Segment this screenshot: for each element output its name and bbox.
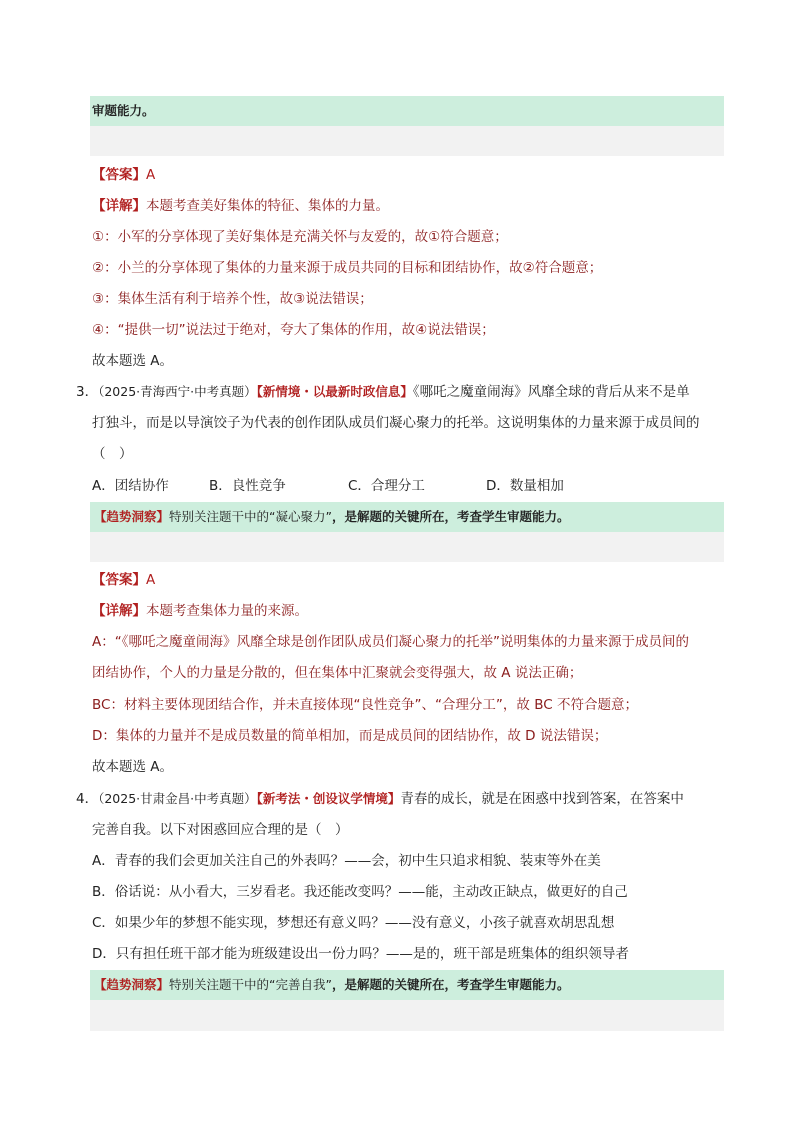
trend-text-b: ，是解题的关键所在，考查学生审题能力。: [331, 509, 570, 524]
q3-option-c[interactable]: C．合理分工: [348, 478, 425, 494]
answer-value: A: [146, 572, 156, 588]
q3-stem-line1: [76, 382, 690, 402]
q3-trend: [94, 507, 570, 527]
q4-stem-line2: 完善自我。以下对困惑回应合理的是（ ）: [92, 822, 349, 838]
q3-options: [92, 476, 564, 496]
trend-text-a: 特别关注题干中的: [169, 977, 270, 992]
q4-option-b[interactable]: B．俗话说：从小看大，三岁看老。我还能改变吗？——能，主动改正缺点，做更好的自己: [92, 884, 628, 900]
detail-tag: 【详解】: [92, 198, 146, 214]
q4-trend: [94, 975, 570, 995]
q2-point-3: ③：集体生活有利于培养个性，故③说法错误；: [92, 291, 373, 307]
trend-text-a: 特别关注题干中的: [169, 509, 270, 524]
q2-point-2: ②：小兰的分享体现了集体的力量来源于成员共同的目标和团结协作，故②符合题意；: [92, 260, 603, 276]
answer-tag: 【答案】: [92, 572, 146, 588]
q4-number: 4．: [76, 791, 99, 807]
q3-option-b[interactable]: B．良性竞争: [209, 478, 286, 494]
q4-stem-line1: [76, 789, 684, 809]
q4-option-a[interactable]: A．青春的我们会更加关注自己的外表吗？——会，初中生只追求相貌、装束等外在美: [92, 853, 601, 869]
q2-detail: [92, 196, 389, 216]
q3-point-1: A：“《哪吒之魔童闹海》风靡全球是创作团队成员们凝心聚力的托举”说明集体的力量来源于成员间的: [92, 634, 689, 650]
q3-tag: 【新情境・以最新时政信息】: [256, 384, 413, 399]
q3-option-a[interactable]: A．团结协作: [92, 478, 169, 494]
q2-answer: [92, 165, 155, 185]
trend-text-b: ，是解题的关键所在，考查学生审题能力。: [331, 977, 570, 992]
q4-gray-band: [90, 1000, 724, 1031]
answer-value: A: [146, 167, 156, 183]
q4-option-c[interactable]: C．如果少年的梦想不能实现，梦想还有意义吗？——没有意义，小孩子就喜欢胡思乱想: [92, 915, 615, 931]
q4-source: （2025·甘肃金昌·中考真题）: [98, 791, 257, 806]
q3-source: （2025·青海西宁·中考真题）: [98, 384, 257, 399]
trend-key: “完善自我”: [269, 977, 332, 992]
q3-conclusion: 故本题选 A。: [92, 759, 174, 775]
answer-tag: 【答案】: [92, 167, 146, 183]
q3-stem-text: 《哪吒之魔童闹海》风靡全球的背后从来不是单: [412, 384, 690, 400]
top-trend-band: [90, 96, 724, 126]
trend-key: “凝心聚力”: [269, 509, 332, 524]
top-trend-tail: 审题能力。: [92, 103, 155, 118]
q4-stem-text: 青春的成长，就是在困惑中找到答案，在答案中: [400, 791, 684, 807]
q3-number: 3．: [76, 384, 99, 400]
detail-intro: 本题考查美好集体的特征、集体的力量。: [146, 198, 389, 214]
trend-tag: 【趋势洞察】: [94, 977, 170, 992]
detail-intro: 本题考查集体力量的来源。: [146, 603, 308, 619]
q2-point-4: ④：“提供一切”说法过于绝对，夸大了集体的作用，故④说法错误；: [92, 322, 495, 338]
q3-detail: [92, 601, 308, 621]
q2-point-1: ①：小军的分享体现了美好集体是充满关怀与友爱的，故①符合题意；: [92, 229, 508, 245]
q2-conclusion: 故本题选 A。: [92, 353, 174, 369]
top-gray-band: [90, 126, 724, 156]
trend-tag: 【趋势洞察】: [94, 509, 170, 524]
q3-gray-band: [90, 532, 724, 562]
q3-stem-line3: （ ）: [92, 446, 133, 462]
detail-tag: 【详解】: [92, 603, 146, 619]
q3-point-3: BC：材料主要体现团结合作，并未直接体现“良性竞争”、“合理分工”，故 BC 不符合题意；: [92, 697, 638, 713]
q3-stem-line2: 打独斗，而是以导演饺子为代表的创作团队成员们凝心聚力的托举。这说明集体的力量来源于成员间的: [92, 415, 700, 431]
q3-option-d[interactable]: D．数量相加: [486, 478, 564, 494]
q3-point-4: D：集体的力量并不是成员数量的简单相加，而是成员间的团结协作，故 D 说法错误；: [92, 728, 608, 744]
q3-answer: [92, 570, 155, 590]
q4-option-d[interactable]: D．只有担任班干部才能为班级建设出一份力吗？——是的，班干部是班集体的组织领导者: [92, 946, 629, 962]
q4-tag: 【新考法・创设议学情境】: [256, 791, 401, 806]
q3-point-2: 团结协作，个人的力量是分散的，但在集体中汇聚就会变得强大，故 A 说法正确；: [92, 665, 583, 681]
